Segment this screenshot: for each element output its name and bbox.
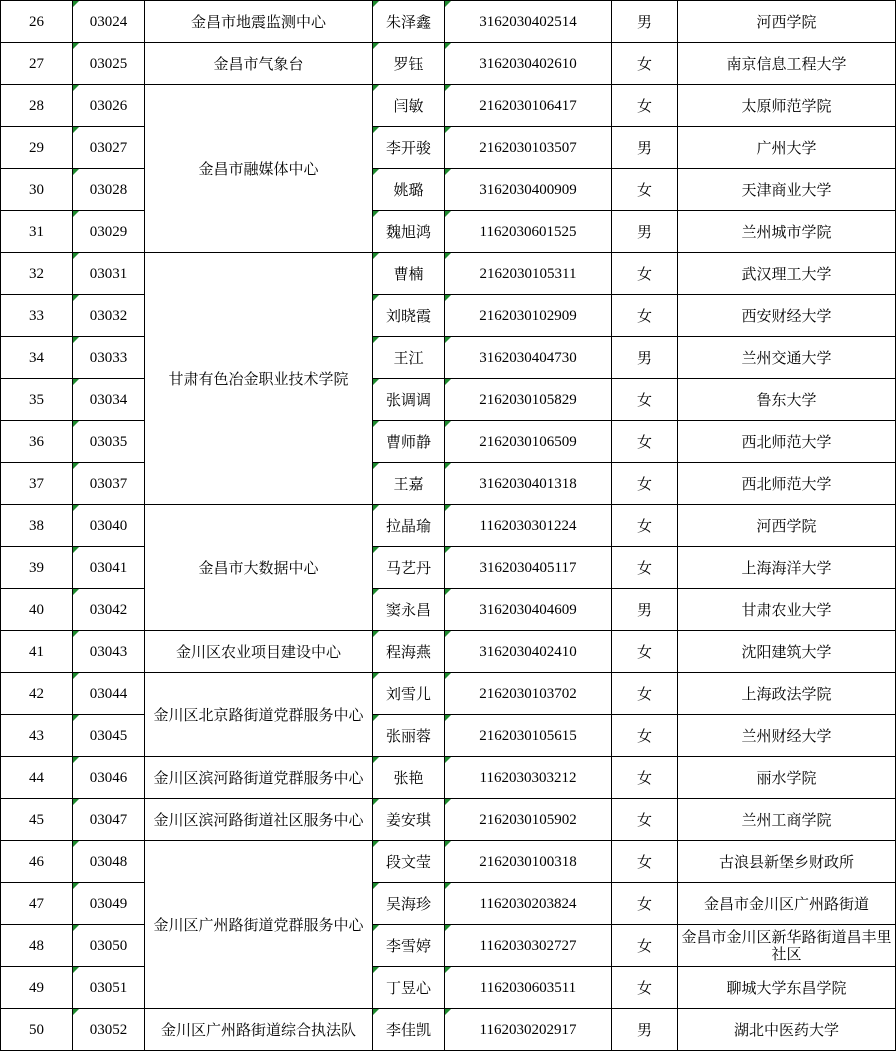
name-cell: 张丽蓉 (373, 715, 445, 757)
seq-cell: 37 (1, 463, 73, 505)
gender-cell: 女 (612, 547, 678, 589)
school-cell: 太原师范学院 (678, 85, 896, 127)
name-cell: 李开骏 (373, 127, 445, 169)
table-row (1, 43, 896, 85)
name-cell: 丁昱心 (373, 967, 445, 1009)
name-cell: 曹师静 (373, 421, 445, 463)
position-code-cell: 03049 (73, 883, 145, 925)
unit-cell: 金川区农业项目建设中心 (145, 631, 373, 673)
position-code-cell: 03040 (73, 505, 145, 547)
seq-cell: 45 (1, 799, 73, 841)
gender-cell: 女 (612, 253, 678, 295)
school-cell: 兰州财经大学 (678, 715, 896, 757)
gender-cell: 女 (612, 295, 678, 337)
table-row (1, 211, 896, 253)
exam-number-cell: 2162030105902 (445, 799, 612, 841)
position-code-cell: 03046 (73, 757, 145, 799)
exam-number-cell: 1162030302727 (445, 925, 612, 967)
school-cell: 鲁东大学 (678, 379, 896, 421)
seq-cell: 38 (1, 505, 73, 547)
name-cell: 王江 (373, 337, 445, 379)
seq-cell: 33 (1, 295, 73, 337)
table-row (1, 715, 896, 757)
gender-cell: 女 (612, 85, 678, 127)
seq-cell: 34 (1, 337, 73, 379)
unit-cell: 金川区滨河路街道党群服务中心 (145, 757, 373, 799)
school-cell: 上海政法学院 (678, 673, 896, 715)
name-cell: 曹楠 (373, 253, 445, 295)
gender-cell: 女 (612, 379, 678, 421)
name-cell: 段文莹 (373, 841, 445, 883)
position-code-cell: 03035 (73, 421, 145, 463)
table-row (1, 967, 896, 1009)
seq-cell: 32 (1, 253, 73, 295)
school-cell: 武汉理工大学 (678, 253, 896, 295)
seq-cell: 47 (1, 883, 73, 925)
school-cell: 沈阳建筑大学 (678, 631, 896, 673)
table-row (1, 631, 896, 673)
exam-number-cell: 3162030402514 (445, 1, 612, 43)
gender-cell: 女 (612, 505, 678, 547)
position-code-cell: 03024 (73, 1, 145, 43)
name-cell: 吴海珍 (373, 883, 445, 925)
unit-cell: 金昌市地震监测中心 (145, 1, 373, 43)
school-cell: 西北师范大学 (678, 421, 896, 463)
gender-cell: 男 (612, 1009, 678, 1051)
school-cell: 兰州交通大学 (678, 337, 896, 379)
school-cell: 西安财经大学 (678, 295, 896, 337)
seq-cell: 29 (1, 127, 73, 169)
gender-cell: 男 (612, 589, 678, 631)
seq-cell: 50 (1, 1009, 73, 1051)
position-code-cell: 03047 (73, 799, 145, 841)
name-cell: 姚璐 (373, 169, 445, 211)
table-row (1, 883, 896, 925)
school-cell: 兰州工商学院 (678, 799, 896, 841)
gender-cell: 男 (612, 337, 678, 379)
seq-cell: 43 (1, 715, 73, 757)
exam-number-cell: 1162030603511 (445, 967, 612, 1009)
name-cell: 程海燕 (373, 631, 445, 673)
name-cell: 刘晓霞 (373, 295, 445, 337)
seq-cell: 30 (1, 169, 73, 211)
name-cell: 朱泽鑫 (373, 1, 445, 43)
table-row (1, 1, 896, 43)
position-code-cell: 03052 (73, 1009, 145, 1051)
exam-number-cell: 1162030601525 (445, 211, 612, 253)
exam-number-cell: 3162030404609 (445, 589, 612, 631)
unit-cell: 金昌市大数据中心 (145, 505, 373, 631)
gender-cell: 男 (612, 127, 678, 169)
seq-cell: 39 (1, 547, 73, 589)
table-row (1, 757, 896, 799)
gender-cell: 男 (612, 211, 678, 253)
gender-cell: 女 (612, 673, 678, 715)
exam-number-cell: 2162030105311 (445, 253, 612, 295)
gender-cell: 女 (612, 799, 678, 841)
table-row (1, 253, 896, 295)
school-cell: 西北师范大学 (678, 463, 896, 505)
table-row (1, 337, 896, 379)
exam-number-cell: 2162030106417 (445, 85, 612, 127)
position-code-cell: 03043 (73, 631, 145, 673)
table-row (1, 1009, 896, 1051)
exam-number-cell: 2162030106509 (445, 421, 612, 463)
exam-number-cell: 1162030303212 (445, 757, 612, 799)
school-cell: 古浪县新堡乡财政所 (678, 841, 896, 883)
exam-number-cell: 2162030102909 (445, 295, 612, 337)
position-code-cell: 03045 (73, 715, 145, 757)
school-cell: 河西学院 (678, 1, 896, 43)
gender-cell: 女 (612, 169, 678, 211)
table-row (1, 127, 896, 169)
position-code-cell: 03028 (73, 169, 145, 211)
school-cell: 天津商业大学 (678, 169, 896, 211)
name-cell: 刘雪儿 (373, 673, 445, 715)
position-code-cell: 03025 (73, 43, 145, 85)
exam-number-cell: 1162030203824 (445, 883, 612, 925)
name-cell: 魏旭鸿 (373, 211, 445, 253)
position-code-cell: 03026 (73, 85, 145, 127)
name-cell: 马艺丹 (373, 547, 445, 589)
gender-cell: 女 (612, 925, 678, 967)
unit-cell: 甘肃有色冶金职业技术学院 (145, 253, 373, 505)
gender-cell: 女 (612, 463, 678, 505)
school-cell: 上海海洋大学 (678, 547, 896, 589)
unit-cell: 金川区广州路街道综合执法队 (145, 1009, 373, 1051)
unit-cell: 金昌市气象台 (145, 43, 373, 85)
exam-number-cell: 3162030401318 (445, 463, 612, 505)
school-cell: 河西学院 (678, 505, 896, 547)
position-code-cell: 03044 (73, 673, 145, 715)
position-code-cell: 03027 (73, 127, 145, 169)
exam-number-cell: 2162030103507 (445, 127, 612, 169)
name-cell: 闫敏 (373, 85, 445, 127)
position-code-cell: 03031 (73, 253, 145, 295)
exam-number-cell: 3162030405117 (445, 547, 612, 589)
exam-number-cell: 1162030301224 (445, 505, 612, 547)
seq-cell: 46 (1, 841, 73, 883)
seq-cell: 36 (1, 421, 73, 463)
position-code-cell: 03037 (73, 463, 145, 505)
table-row (1, 85, 896, 127)
table-row (1, 421, 896, 463)
table-row (1, 841, 896, 883)
seq-cell: 48 (1, 925, 73, 967)
seq-cell: 44 (1, 757, 73, 799)
exam-number-cell: 3162030402410 (445, 631, 612, 673)
gender-cell: 女 (612, 757, 678, 799)
name-cell: 拉晶瑜 (373, 505, 445, 547)
position-code-cell: 03033 (73, 337, 145, 379)
seq-cell: 49 (1, 967, 73, 1009)
position-code-cell: 03050 (73, 925, 145, 967)
exam-number-cell: 2162030100318 (445, 841, 612, 883)
position-code-cell: 03029 (73, 211, 145, 253)
seq-cell: 42 (1, 673, 73, 715)
unit-cell: 金川区北京路街道党群服务中心 (145, 673, 373, 757)
gender-cell: 女 (612, 841, 678, 883)
position-code-cell: 03051 (73, 967, 145, 1009)
name-cell: 李雪婷 (373, 925, 445, 967)
position-code-cell: 03048 (73, 841, 145, 883)
school-cell: 金昌市金川区广州路街道 (678, 883, 896, 925)
seq-cell: 35 (1, 379, 73, 421)
seq-cell: 26 (1, 1, 73, 43)
school-cell: 南京信息工程大学 (678, 43, 896, 85)
name-cell: 李佳凯 (373, 1009, 445, 1051)
name-cell: 王嘉 (373, 463, 445, 505)
gender-cell: 女 (612, 883, 678, 925)
exam-number-cell: 2162030105829 (445, 379, 612, 421)
table-row (1, 505, 896, 547)
exam-number-cell: 1162030202917 (445, 1009, 612, 1051)
seq-cell: 40 (1, 589, 73, 631)
gender-cell: 女 (612, 631, 678, 673)
name-cell: 窦永昌 (373, 589, 445, 631)
seq-cell: 27 (1, 43, 73, 85)
unit-cell: 金昌市融媒体中心 (145, 85, 373, 253)
exam-number-cell: 3162030404730 (445, 337, 612, 379)
gender-cell: 女 (612, 421, 678, 463)
school-cell: 广州大学 (678, 127, 896, 169)
gender-cell: 女 (612, 43, 678, 85)
unit-cell: 金川区广州路街道党群服务中心 (145, 841, 373, 1009)
name-cell: 姜安琪 (373, 799, 445, 841)
seq-cell: 31 (1, 211, 73, 253)
school-cell: 金昌市金川区新华路街道昌丰里社区 (678, 925, 896, 967)
position-code-cell: 03042 (73, 589, 145, 631)
table-row (1, 295, 896, 337)
name-cell: 罗钰 (373, 43, 445, 85)
seq-cell: 28 (1, 85, 73, 127)
exam-number-cell: 3162030402610 (445, 43, 612, 85)
table-row (1, 925, 896, 967)
school-cell: 丽水学院 (678, 757, 896, 799)
position-code-cell: 03032 (73, 295, 145, 337)
gender-cell: 男 (612, 1, 678, 43)
table-row (1, 169, 896, 211)
school-cell: 兰州城市学院 (678, 211, 896, 253)
exam-number-cell: 2162030103702 (445, 673, 612, 715)
position-code-cell: 03034 (73, 379, 145, 421)
school-cell: 湖北中医药大学 (678, 1009, 896, 1051)
gender-cell: 女 (612, 967, 678, 1009)
position-code-cell: 03041 (73, 547, 145, 589)
school-cell: 聊城大学东昌学院 (678, 967, 896, 1009)
table-row (1, 463, 896, 505)
table-row (1, 379, 896, 421)
gender-cell: 女 (612, 715, 678, 757)
seq-cell: 41 (1, 631, 73, 673)
unit-cell: 金川区滨河路街道社区服务中心 (145, 799, 373, 841)
table-row (1, 799, 896, 841)
school-cell: 甘肃农业大学 (678, 589, 896, 631)
exam-number-cell: 2162030105615 (445, 715, 612, 757)
exam-number-cell: 3162030400909 (445, 169, 612, 211)
name-cell: 张调调 (373, 379, 445, 421)
table-row (1, 673, 896, 715)
table-row (1, 547, 896, 589)
name-cell: 张艳 (373, 757, 445, 799)
table-row (1, 589, 896, 631)
